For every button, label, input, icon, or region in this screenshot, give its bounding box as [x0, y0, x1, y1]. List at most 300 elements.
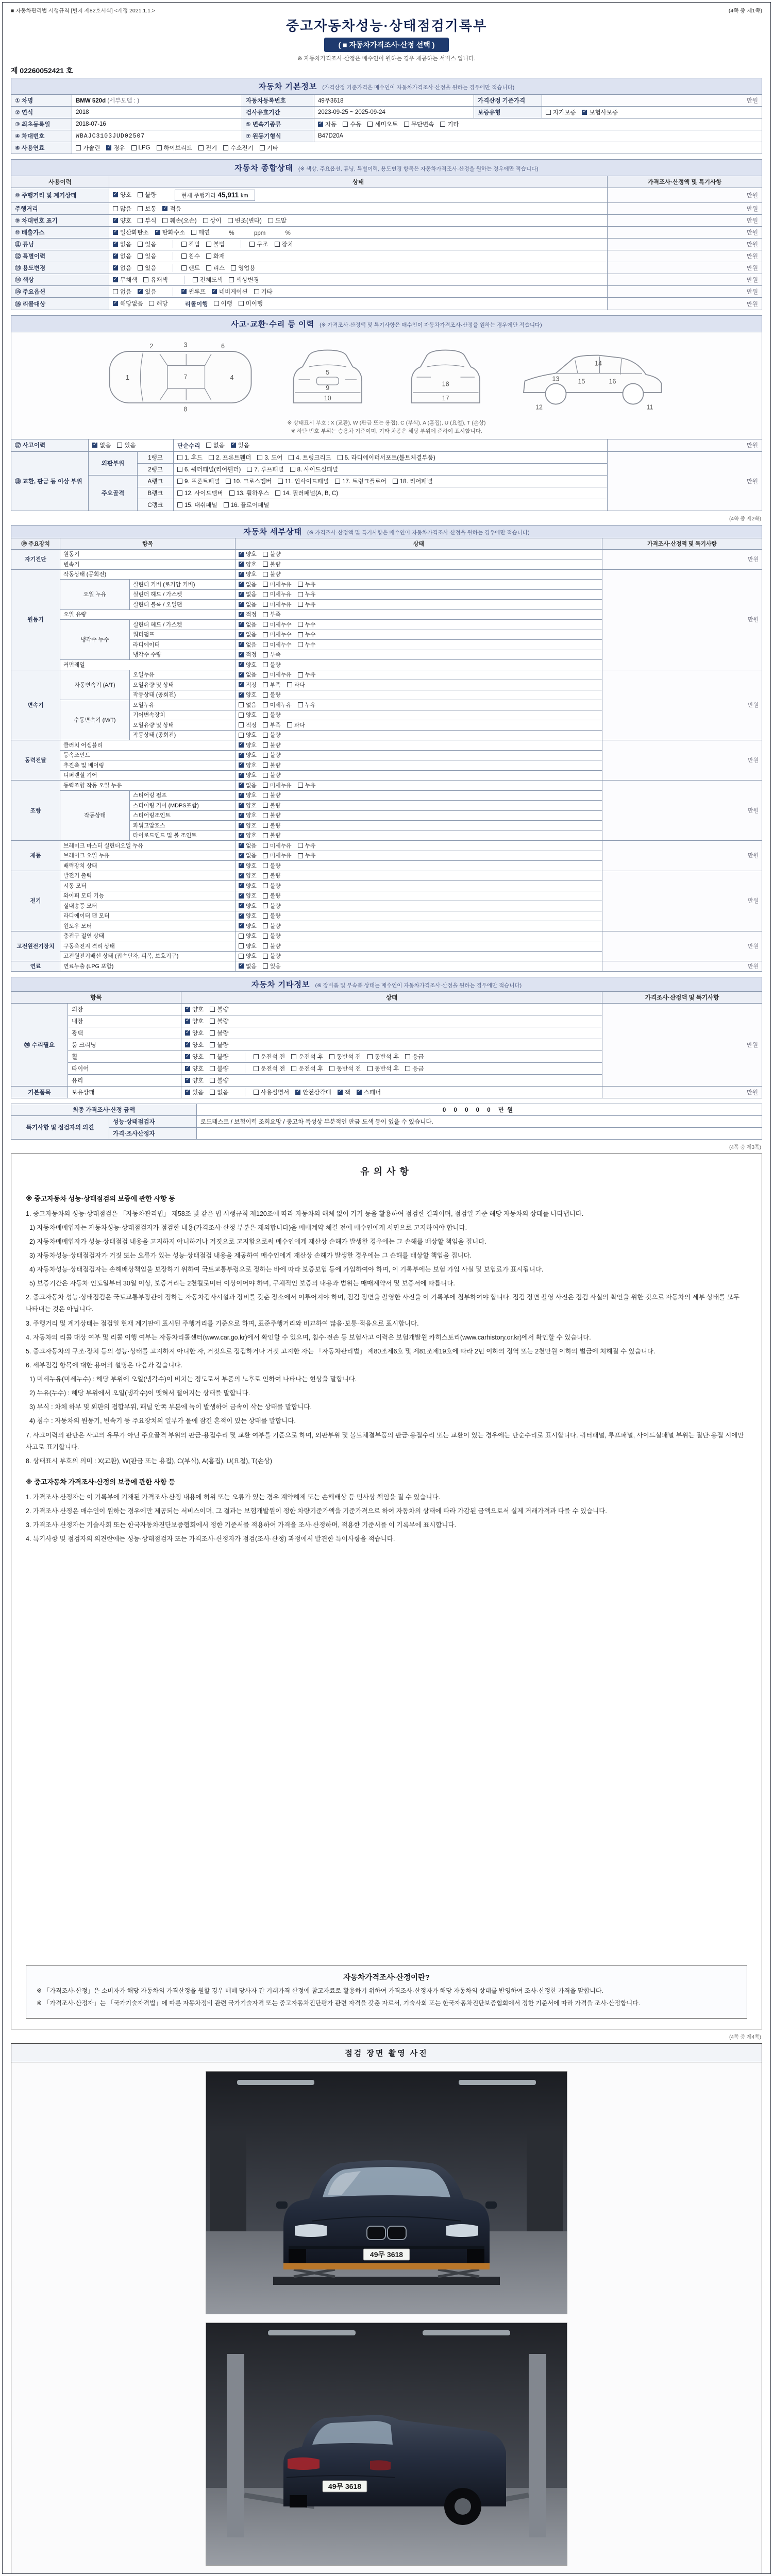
checkbox-option[interactable]: [239, 691, 257, 699]
checkbox-option[interactable]: [239, 561, 257, 568]
checkbox-option[interactable]: [335, 477, 386, 485]
checkbox-option[interactable]: [263, 902, 281, 910]
checkbox-option[interactable]: [263, 721, 281, 729]
checkbox-option[interactable]: [254, 287, 273, 296]
checkbox-option[interactable]: [254, 1064, 285, 1073]
item-state: [236, 600, 602, 610]
checkbox-option[interactable]: [177, 501, 217, 509]
notice-paragraph: 5) 보증기간은 자동차 인도일부터 30일 이상, 보증거리는 2천킬로미터 이상이어야 하며, 구체적인 보증의 내용과 범위는 매매계약서 및 보증서에 따릅니다.: [26, 1280, 455, 1287]
checkbox-option[interactable]: [263, 872, 281, 879]
checkbox-option[interactable]: [263, 641, 292, 649]
checkbox-box: [263, 582, 268, 587]
special-history-cell: [109, 250, 608, 262]
checkbox-option[interactable]: [206, 264, 225, 272]
checkbox-label: 탄화수소: [162, 230, 185, 236]
checkbox-label: 미세누수: [270, 641, 292, 648]
checkbox-option[interactable]: [239, 872, 257, 879]
checkbox-option[interactable]: [298, 581, 316, 588]
checkbox-option[interactable]: [113, 287, 131, 296]
item-state: [236, 680, 602, 690]
notice-paragraph: 3) 부식 : 차체 하부 및 외판의 접합부위, 패널 안쪽 부분에 녹이 발생하여 금속이 삭는 상태를 말합니다.: [26, 1403, 312, 1411]
checkbox-option[interactable]: [263, 621, 292, 629]
checkbox-option[interactable]: [263, 932, 281, 940]
item-state: [236, 821, 602, 831]
checkbox-option[interactable]: [113, 276, 137, 284]
checkbox-label: 과다: [294, 722, 305, 728]
checkbox-option[interactable]: [212, 287, 248, 296]
checkbox-box: [138, 253, 143, 259]
checkbox-option[interactable]: [298, 641, 316, 649]
checkbox-option[interactable]: [239, 802, 257, 809]
license-plate-rear: 49무 3618: [328, 2482, 362, 2490]
checkbox-option[interactable]: [106, 144, 125, 152]
checkbox-option[interactable]: [138, 252, 156, 260]
checkbox-option[interactable]: [239, 641, 257, 649]
diagram-legend: [11, 418, 762, 439]
recall-fulfill-options: [214, 299, 270, 308]
checkbox-option[interactable]: [185, 1088, 204, 1096]
checkbox-label: 18. 리어패널: [399, 478, 433, 485]
checkbox-option[interactable]: [138, 264, 156, 272]
page-title: 중고자동차성능·상태점검기록부: [285, 18, 488, 33]
checkbox-option[interactable]: [223, 144, 253, 152]
checkbox-option[interactable]: [263, 822, 281, 829]
color-cell: [109, 274, 608, 286]
checkbox-box: [185, 1030, 190, 1036]
checkbox-label: 불량: [145, 192, 157, 198]
checkbox-option[interactable]: [268, 216, 287, 225]
checkbox-option[interactable]: [239, 842, 257, 850]
checkbox-option[interactable]: [263, 570, 281, 578]
checkbox-box: [239, 652, 244, 657]
checkbox-option[interactable]: [117, 441, 136, 449]
checkbox-option[interactable]: [263, 741, 281, 749]
checkbox-option[interactable]: [239, 892, 257, 900]
checkbox-option[interactable]: [226, 477, 272, 485]
item-state: [236, 891, 602, 901]
checkbox-option[interactable]: [263, 671, 292, 679]
checkbox-option[interactable]: [278, 477, 329, 485]
checkbox-option[interactable]: [239, 782, 257, 789]
checkbox-label: 적정: [246, 682, 257, 688]
checkbox-option[interactable]: [138, 287, 156, 296]
checkbox-option[interactable]: [185, 1017, 204, 1025]
checkbox-option[interactable]: [275, 489, 338, 497]
checkbox-option[interactable]: [367, 1053, 399, 1061]
checkbox-option[interactable]: [440, 120, 459, 128]
etc-info-table: [11, 977, 762, 1098]
checkbox-option[interactable]: [357, 1088, 381, 1096]
checkbox-option[interactable]: [224, 501, 270, 509]
checkbox-option[interactable]: [239, 581, 257, 588]
checkbox-option[interactable]: [260, 144, 278, 152]
checkbox-option[interactable]: [206, 240, 225, 248]
checkbox-option[interactable]: [239, 621, 257, 629]
checkbox-option[interactable]: [193, 276, 223, 284]
checkbox-option[interactable]: [113, 228, 149, 236]
checkbox-box: [263, 934, 268, 939]
checkbox-label: 미세누유: [270, 702, 292, 708]
item-label: 변속기: [60, 560, 236, 570]
checkbox-option[interactable]: [113, 191, 131, 199]
checkbox-label: 리스: [213, 265, 225, 272]
checkbox-option[interactable]: [239, 611, 257, 618]
checkbox-option[interactable]: [239, 771, 257, 779]
checkbox-option[interactable]: [291, 1064, 323, 1073]
checkbox-option[interactable]: [185, 1005, 204, 1013]
price-survey-info-title: 자동차가격조사·산정이란?: [343, 1973, 430, 1982]
checkbox-label: 무채색: [120, 277, 138, 283]
notice-paragraph: 6. 세부점검 항목에 대한 용어의 설명은 다음과 같습니다.: [26, 1361, 182, 1369]
checkbox-option[interactable]: [185, 1064, 204, 1073]
checkbox-option[interactable]: [239, 651, 257, 658]
checkbox-option[interactable]: [76, 144, 100, 152]
checkbox-option[interactable]: [263, 782, 292, 789]
checkbox-option[interactable]: [92, 441, 111, 449]
checkbox-option[interactable]: [138, 205, 156, 213]
checkbox-option[interactable]: [263, 731, 281, 739]
checkbox-option[interactable]: [582, 108, 618, 116]
item-label: 추진축 및 베어링: [60, 760, 236, 771]
checkbox-box: [393, 479, 398, 484]
checkbox-option[interactable]: [404, 120, 434, 128]
recall-cell: [109, 298, 608, 310]
notice-title: 유의사항: [360, 1166, 413, 1177]
checkbox-option[interactable]: [239, 590, 257, 598]
checkbox-option[interactable]: [229, 489, 270, 497]
checkbox-box: [298, 582, 303, 587]
checkbox-option[interactable]: [263, 832, 281, 839]
checkbox-option[interactable]: [181, 252, 200, 260]
checkbox-option[interactable]: [113, 299, 143, 308]
checkbox-option[interactable]: [206, 252, 225, 260]
checkbox-option[interactable]: [290, 465, 338, 473]
checkbox-option[interactable]: [263, 952, 281, 960]
checkbox-option[interactable]: [263, 561, 281, 568]
checkbox-option[interactable]: [263, 550, 281, 558]
checkbox-box: [249, 242, 255, 247]
checkbox-option[interactable]: [298, 842, 316, 850]
checkbox-box: [162, 218, 167, 223]
outer-panel-label: 외판부위: [89, 451, 138, 475]
notice-sec2-body: [26, 1489, 747, 1548]
checkbox-option[interactable]: [185, 1053, 204, 1061]
checkbox-option[interactable]: [210, 1041, 228, 1049]
checkbox-option[interactable]: [263, 811, 281, 819]
checkbox-option[interactable]: [263, 601, 292, 608]
checkbox-option[interactable]: [298, 782, 316, 789]
notice-paragraph: 8. 상태표시 부호의 의미 : X(교환), W(판금 또는 용접), C(부식), A(흠집), U(요철), T(손상): [26, 1457, 273, 1465]
checkbox-option[interactable]: [113, 264, 131, 272]
checkbox-option[interactable]: [210, 1017, 228, 1025]
checkbox-option[interactable]: [239, 832, 257, 839]
checkbox-option[interactable]: [263, 842, 292, 850]
checkbox-option[interactable]: [263, 892, 281, 900]
checkbox-option[interactable]: [239, 550, 257, 558]
group-repair-needed: ⑳ 수리필요: [11, 1003, 68, 1086]
checkbox-option[interactable]: [298, 631, 316, 638]
checkbox-option[interactable]: [181, 264, 200, 272]
checkbox-option[interactable]: [298, 621, 316, 629]
checkbox-box: [239, 954, 244, 959]
checkbox-box: [231, 265, 236, 270]
checkbox-label: 응급: [412, 1065, 424, 1072]
checkbox-option[interactable]: [338, 453, 435, 462]
checkbox-option[interactable]: [239, 570, 257, 578]
checkbox-option[interactable]: [263, 751, 281, 759]
checkbox-option[interactable]: [239, 882, 257, 890]
checkbox-label: 양호: [192, 1006, 204, 1013]
checkbox-box: [263, 923, 268, 928]
item-state: [236, 810, 602, 821]
detail-section-header: [11, 525, 762, 538]
main-option-kind-options: [173, 287, 279, 296]
rank2-label: 2랭크: [138, 463, 174, 475]
checkbox-option[interactable]: [263, 590, 292, 598]
checkbox-option[interactable]: [263, 802, 281, 809]
checkbox-option[interactable]: [298, 590, 316, 598]
checkbox-option[interactable]: [162, 216, 196, 225]
checkbox-option[interactable]: [198, 144, 217, 152]
checkbox-label: 기타: [261, 289, 273, 295]
checkbox-option[interactable]: [162, 205, 181, 213]
checkbox-label: 없음: [246, 621, 257, 628]
notice-paragraph: 1) 자동차매매업자는 자동차성능·상태점검자가 점검한 내용(가격조사·산정 부분은 제외합니다)을 매매계약 체결 전에 매수인에게 서면으로 고지하여야 합니다.: [26, 1224, 467, 1231]
checkbox-label: 네비게이션: [219, 289, 248, 295]
checkbox-option[interactable]: [239, 902, 257, 910]
checkbox-option[interactable]: [239, 631, 257, 638]
checkbox-option[interactable]: [239, 701, 257, 709]
checkbox-label: 7. 루프패널: [254, 466, 284, 473]
checkbox-option[interactable]: [138, 216, 156, 225]
checkbox-option[interactable]: [263, 962, 281, 970]
checkbox-option[interactable]: [263, 691, 281, 699]
checkbox-option[interactable]: [239, 922, 257, 930]
checkbox-label: 양호: [246, 712, 257, 719]
checkbox-option[interactable]: [239, 862, 257, 870]
checkbox-option[interactable]: [157, 144, 193, 152]
notice-paragraph: 1) 미세누유(미세누수) : 해당 부위에 오일(냉각수)이 비치는 정도로서 부품의 노후로 인하여 나타나는 현상을 말합니다.: [26, 1376, 357, 1383]
checkbox-option[interactable]: [295, 1088, 331, 1096]
checkbox-option[interactable]: [287, 721, 305, 729]
checkbox-option[interactable]: [191, 228, 210, 236]
checkbox-option[interactable]: [249, 240, 268, 248]
checkbox-option[interactable]: [247, 465, 283, 473]
checkbox-option[interactable]: [231, 264, 255, 272]
checkbox-label: 불량: [217, 1018, 229, 1025]
item-label: 실린더 블록 / 오일팬: [130, 600, 236, 610]
checkbox-option[interactable]: [263, 701, 292, 709]
accident-section-note: (※ 가격조사·산정액 및 특기사항은 매수인이 자동차가격조사·산정을 원하는 경우에만 적습니다): [320, 322, 542, 328]
checkbox-box: [263, 783, 268, 788]
checkbox-option[interactable]: [185, 1076, 204, 1084]
checkbox-option[interactable]: [206, 441, 225, 449]
checkbox-option[interactable]: [263, 681, 281, 689]
checkbox-option[interactable]: [298, 852, 316, 859]
checkbox-option[interactable]: [177, 489, 223, 497]
checkbox-option[interactable]: [239, 681, 257, 689]
checkbox-option[interactable]: [263, 882, 281, 890]
checkbox-option[interactable]: [239, 731, 257, 739]
checkbox-option[interactable]: [263, 611, 281, 618]
checkbox-option[interactable]: [289, 453, 331, 462]
checkbox-label: 양호: [246, 792, 257, 799]
checkbox-option[interactable]: [138, 191, 156, 199]
checkbox-option[interactable]: [263, 771, 281, 779]
checkbox-option[interactable]: [185, 1029, 204, 1037]
checkbox-option[interactable]: [229, 276, 259, 284]
item-state: [236, 750, 602, 760]
checkbox-option[interactable]: [338, 1088, 350, 1096]
checkbox-option[interactable]: [263, 852, 292, 859]
checkbox-option[interactable]: [405, 1064, 424, 1073]
checkbox-option[interactable]: [298, 671, 316, 679]
checkbox-option[interactable]: [210, 1088, 228, 1096]
checkbox-option[interactable]: [405, 1053, 424, 1061]
checkbox-box: [263, 642, 268, 647]
checkbox-option[interactable]: [254, 1053, 285, 1061]
price-cell: 만원: [602, 961, 762, 972]
checkbox-option[interactable]: [155, 228, 185, 236]
checkbox-box: [298, 843, 303, 848]
svg-text:16: 16: [609, 378, 616, 385]
overall-section-note: (※ 색상, 주요옵션, 튜닝, 특별이력, 용도변경 항목은 자동차가격조사·산정을 원하는 경우에만 적습니다): [298, 166, 539, 172]
vin-mark-label: ⑨ 차대번호 표기: [11, 215, 109, 227]
checkbox-option[interactable]: [177, 477, 220, 485]
checkbox-option[interactable]: [239, 661, 257, 669]
final-price-value: 0 0 0 0 0 만원: [197, 1104, 762, 1115]
item-label: 광택: [68, 1027, 181, 1039]
item-label: 오일유량 및 상태: [130, 680, 236, 690]
checkbox-option[interactable]: [239, 822, 257, 829]
checkbox-option[interactable]: [113, 216, 131, 225]
checkbox-option[interactable]: [209, 453, 251, 462]
checkbox-option[interactable]: [393, 477, 433, 485]
checkbox-label: 누유: [305, 672, 316, 679]
checkbox-option[interactable]: [239, 601, 257, 608]
checkbox-option[interactable]: [239, 962, 257, 970]
checkbox-option[interactable]: [239, 791, 257, 799]
item-label: 오일누유: [130, 700, 236, 710]
checkbox-option[interactable]: [113, 252, 131, 260]
checkbox-option[interactable]: [210, 1064, 228, 1073]
checkbox-option[interactable]: [203, 216, 222, 225]
checkbox-box: [239, 913, 244, 919]
checkbox-option[interactable]: [210, 1053, 228, 1061]
emission-values: % ppm %: [229, 230, 291, 236]
checkbox-option[interactable]: [210, 1029, 228, 1037]
checkbox-label: 불량: [270, 792, 281, 799]
checkbox-option[interactable]: [257, 453, 282, 462]
checkbox-option[interactable]: [298, 701, 316, 709]
checkbox-option[interactable]: [177, 465, 241, 473]
checkbox-option[interactable]: [263, 942, 281, 950]
checkbox-option[interactable]: [367, 1064, 399, 1073]
checkbox-label: 불량: [270, 913, 281, 920]
checkbox-option[interactable]: [239, 811, 257, 819]
checkbox-option[interactable]: [239, 299, 263, 308]
item-label: 윈도우 모터: [60, 921, 236, 931]
checkbox-option[interactable]: [239, 711, 257, 719]
svg-text:18: 18: [442, 380, 449, 388]
checkbox-option[interactable]: [263, 631, 292, 638]
price-survey-info-body: [37, 1986, 736, 2009]
checkbox-option[interactable]: [546, 108, 576, 116]
checkbox-option[interactable]: [185, 1041, 204, 1049]
checkbox-option[interactable]: [143, 276, 167, 284]
checkbox-option[interactable]: [239, 761, 257, 769]
checkbox-option[interactable]: [263, 661, 281, 669]
checkbox-option[interactable]: [343, 120, 361, 128]
checkbox-option[interactable]: [239, 671, 257, 679]
special-history-options: [113, 252, 162, 260]
checkbox-option[interactable]: [263, 791, 281, 799]
checkbox-option[interactable]: [263, 581, 292, 588]
checkbox-option[interactable]: [113, 205, 131, 213]
checkbox-option[interactable]: [367, 120, 397, 128]
checkbox-option[interactable]: [298, 601, 316, 608]
checkbox-option[interactable]: [263, 862, 281, 870]
checkbox-option[interactable]: [177, 453, 203, 462]
checkbox-option[interactable]: [263, 922, 281, 930]
checkbox-option[interactable]: [239, 852, 257, 859]
checkbox-box: [239, 562, 244, 567]
vin-mark-options: [109, 215, 608, 227]
checkbox-option[interactable]: [291, 1053, 323, 1061]
checkbox-option[interactable]: [239, 942, 257, 950]
checkbox-box: [239, 722, 244, 727]
checkbox-option[interactable]: [318, 120, 337, 128]
vehicle-submodel: (세부모델 : ): [107, 98, 140, 104]
checkbox-option[interactable]: [239, 932, 257, 940]
checkbox-box: [239, 783, 244, 788]
checkbox-option[interactable]: [149, 299, 167, 308]
checkbox-box: [263, 602, 268, 607]
subgroup-coolant-leak: 냉각수 누수: [60, 620, 130, 660]
checkbox-option[interactable]: [239, 741, 257, 749]
checkbox-option[interactable]: [275, 240, 293, 248]
checkbox-option[interactable]: [131, 145, 150, 151]
checkbox-box: [404, 122, 409, 127]
checkbox-option[interactable]: [263, 912, 281, 920]
checkbox-option[interactable]: [239, 952, 257, 960]
checkbox-option[interactable]: [210, 1005, 228, 1013]
checkbox-option[interactable]: [287, 681, 305, 689]
checkbox-option[interactable]: [239, 912, 257, 920]
checkbox-option[interactable]: [239, 751, 257, 759]
checkbox-option[interactable]: [263, 761, 281, 769]
checkbox-option[interactable]: [239, 721, 257, 729]
checkbox-option[interactable]: [214, 299, 232, 308]
checkbox-option[interactable]: [231, 441, 249, 449]
checkbox-option[interactable]: [329, 1053, 361, 1061]
checkbox-option[interactable]: [263, 711, 281, 719]
checkbox-option[interactable]: [113, 240, 131, 248]
item-label: 시동 모터: [60, 881, 236, 891]
checkbox-option[interactable]: [138, 240, 156, 248]
checkbox-option[interactable]: [181, 287, 206, 296]
checkbox-option[interactable]: [329, 1064, 361, 1073]
checkbox-option[interactable]: [181, 240, 200, 248]
checkbox-label: 미세누수: [270, 621, 292, 628]
reg-no-value: 49무3618: [314, 95, 474, 107]
checkbox-box: [229, 490, 234, 496]
checkbox-label: 누수: [305, 632, 316, 638]
checkbox-option[interactable]: [228, 216, 262, 225]
checkbox-option[interactable]: [263, 651, 281, 658]
checkbox-option[interactable]: [254, 1088, 290, 1096]
checkbox-option[interactable]: [210, 1076, 228, 1084]
